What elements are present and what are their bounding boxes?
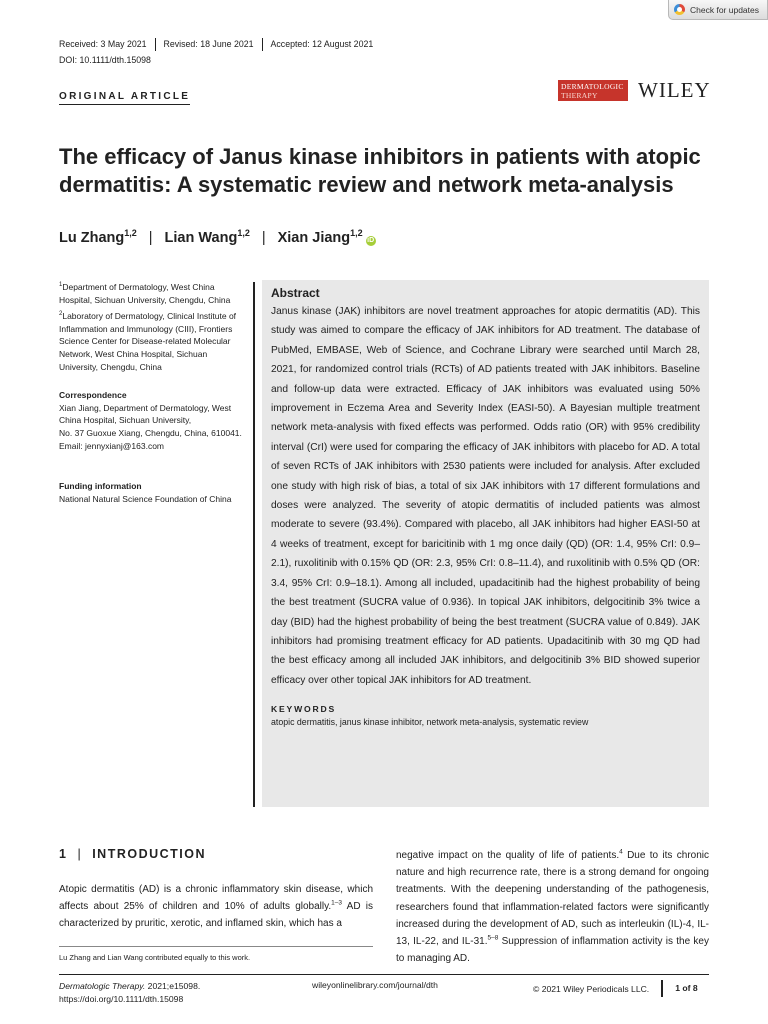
footnote: Lu Zhang and Lian Wang contributed equally to this work. xyxy=(59,953,251,962)
paragraph-text: Suppression of inflammation activity is the key to managing AD. xyxy=(396,936,709,965)
section-title: INTRODUCTION xyxy=(92,847,207,861)
correspondence xyxy=(59,389,247,453)
author xyxy=(278,228,363,246)
abstract-body: Janus kinase (JAK) inhibitors are novel treatment approaches for atopic dermatitis (AD). This study was aimed to compare the efficacy of JAK inhibitors for AD treatment. The database of PubMed, EMBASE, Web of Science, and Cochrane Library were searched until March 28, 2021, for randomized control trials (RCTs) of AD patients treated with JAK inhibitors. Baseline and follow-up data were extracted. Efficacy of JAK inhibitors was evaluated using 50% improvement in Eczema Area and Severity Index (EASI-50). A Bayesian multiple treatment network meta-analysis with fixed effects was performed. Odds ratio (OR) with 95% credibility interval (CrI) were used for comparing the efficacy of JAK inhibitors with placebo for AD. A total of seven RCTs of JAK inhibitors with 2530 patients were included for analysis. After excluded one study with high risk of bias, a total of six JAK inhibitors with 17 different formulations and doses were analyzed. The severity of atopic dermatitis of included patients was almost moderate to severe (93.4%). Compared with placebo, all JAK inhibitors had higher EASI-50 at 4 weeks of treatment, except for baricitinib with 1 mg once daily (QD) (OR: 1.4, 95% CrI: 0.9–2.1), ruxolitinib with 0.15% QD (OR: 2.3, 95% CrI: 0.8–11.4), and ruxolitinib with 0.5% QD (OR: 3.4, 95% CrI: 0.9–18.1). Among all included, upadacitinib had the highest probability of being the best treatment (SUCRA value of 0.936). In topical JAK inhibitors, delgocitinib 3% twice a day (BID) had the highest probability of being the best treatment (SUCRA value of 0.849). JAK inhibitors had promising treatment efficacy for AD patients. Upadacitinib with 30 mg QD had the best efficacy among all included JAK inhibitors, and delgocitinib 3% BID showed superior efficacy over other topical JAK inhibitors for AD treatment. xyxy=(271,306,700,686)
article-type: ORIGINAL ARTICLE xyxy=(59,91,190,105)
page-number: 1 of 8 xyxy=(661,980,697,997)
article-title: The efficacy of Janus kinase inhibitors in patients with atopic dermatitis: A systematic review and network meta-analysis xyxy=(59,144,701,197)
correspondence-email: Email: jennyxianj@163.com xyxy=(59,440,165,451)
check-for-updates-label: Check for updates xyxy=(690,4,759,15)
correspondence-heading: Correspondence xyxy=(59,390,127,400)
revised-date: Revised: 18 June 2021 xyxy=(164,38,263,51)
affiliation-text: Department of Dermatology, West China Hospital, Sichuan University, Chengdu, China xyxy=(59,281,231,305)
keywords-heading: KEYWORDS xyxy=(271,704,337,715)
check-for-updates-button[interactable] xyxy=(668,0,768,20)
author-name: Lu Zhang xyxy=(59,229,125,246)
author-affiliation: 1,2 xyxy=(124,228,137,238)
footnote-divider xyxy=(59,946,373,947)
funding xyxy=(59,480,247,505)
paragraph-text: Due to its chronic nature and high recurrence rate, there is a strong demand for ongoing treatments. With the deepening understanding of the pathogenesis, researchers found that inflammation-related factors were significantly increased during the development of AD, such as interleukin (IL)-4, IL-13, IL-22, and IL-31. xyxy=(396,850,709,948)
journal-logo-line2: THERAPY xyxy=(561,91,598,100)
affiliation-number: 2 xyxy=(59,311,63,317)
journal-name: Dermatologic Therapy. xyxy=(59,981,146,991)
citation-text: 2021;e15098. xyxy=(145,981,201,991)
author xyxy=(59,228,137,246)
paragraph-text: AD is characterized by pruritic, xerotic, and inflamed skin, which has a xyxy=(59,901,373,930)
citation-ref[interactable]: 5–8 xyxy=(487,934,499,942)
footer-right xyxy=(533,980,698,997)
publisher-logo: WILEY xyxy=(638,78,711,102)
crossmark-icon xyxy=(674,4,685,15)
footer-divider xyxy=(59,974,709,975)
correspondence-address-2: No. 37 Guoxue Xiang, Chengdu, China, 610041. xyxy=(59,428,242,439)
author-name: Xian Jiang xyxy=(277,229,351,246)
doi-link[interactable]: https://doi.org/10.1111/dth.15098 xyxy=(59,993,184,1004)
affiliation-text: Laboratory of Dermatology, Clinical Institute of Inflammation and Immunology (CIII), Frontiers Science Center for Disease-related Molecular Network, West China Hospital, Sichuan University, Chengdu, China xyxy=(59,310,237,372)
paragraph-text: Atopic dermatitis (AD) is a chronic inflammatory skin disease, which affects about 25% of children and 10% of adults globally. xyxy=(59,884,373,913)
section-number: 1 xyxy=(59,847,68,861)
journal-logo xyxy=(558,80,628,101)
affiliation xyxy=(59,308,247,373)
section-heading xyxy=(59,847,206,861)
funding-text: National Natural Science Foundation of China xyxy=(59,493,232,504)
citation-ref[interactable]: 1–3 xyxy=(331,899,343,907)
article-history xyxy=(59,38,389,51)
section-separator: | xyxy=(77,847,83,861)
author-list xyxy=(59,228,376,246)
funding-heading: Funding information xyxy=(59,481,142,491)
orcid-icon[interactable]: iD xyxy=(367,236,375,244)
author xyxy=(165,228,250,246)
keywords: atopic dermatitis, janus kinase inhibitor, network meta-analysis, systematic review xyxy=(271,717,589,728)
doi: DOI: 10.1111/dth.15098 xyxy=(59,55,151,65)
author-separator: | xyxy=(148,229,153,246)
received-date: Received: 3 May 2021 xyxy=(59,38,156,51)
author-name: Lian Wang xyxy=(164,229,238,246)
copyright: © 2021 Wiley Periodicals LLC. xyxy=(533,983,650,994)
paragraph-text: negative impact on the quality of life of patients. xyxy=(396,850,620,861)
abstract-box xyxy=(262,280,709,807)
abstract-heading: Abstract xyxy=(271,286,320,300)
author-affiliation: 1,2 xyxy=(350,228,363,238)
correspondence-address: Xian Jiang, Department of Dermatology, West China Hospital, Sichuan University, xyxy=(59,402,232,426)
footer-citation xyxy=(59,980,200,1005)
author-separator: | xyxy=(261,229,266,246)
affiliation xyxy=(59,279,247,306)
introduction-right-column xyxy=(396,847,709,967)
divider xyxy=(253,282,255,807)
accepted-date: Accepted: 12 August 2021 xyxy=(270,39,374,49)
journal-logo-line1: DERMATOLOGIC xyxy=(561,82,624,91)
affiliation-number: 1 xyxy=(59,282,63,288)
author-affiliation: 1,2 xyxy=(237,228,250,238)
introduction-left-column xyxy=(59,881,373,933)
citation-ref[interactable]: 4 xyxy=(619,848,623,856)
journal-site-link[interactable]: wileyonlinelibrary.com/journal/dth xyxy=(312,980,438,990)
